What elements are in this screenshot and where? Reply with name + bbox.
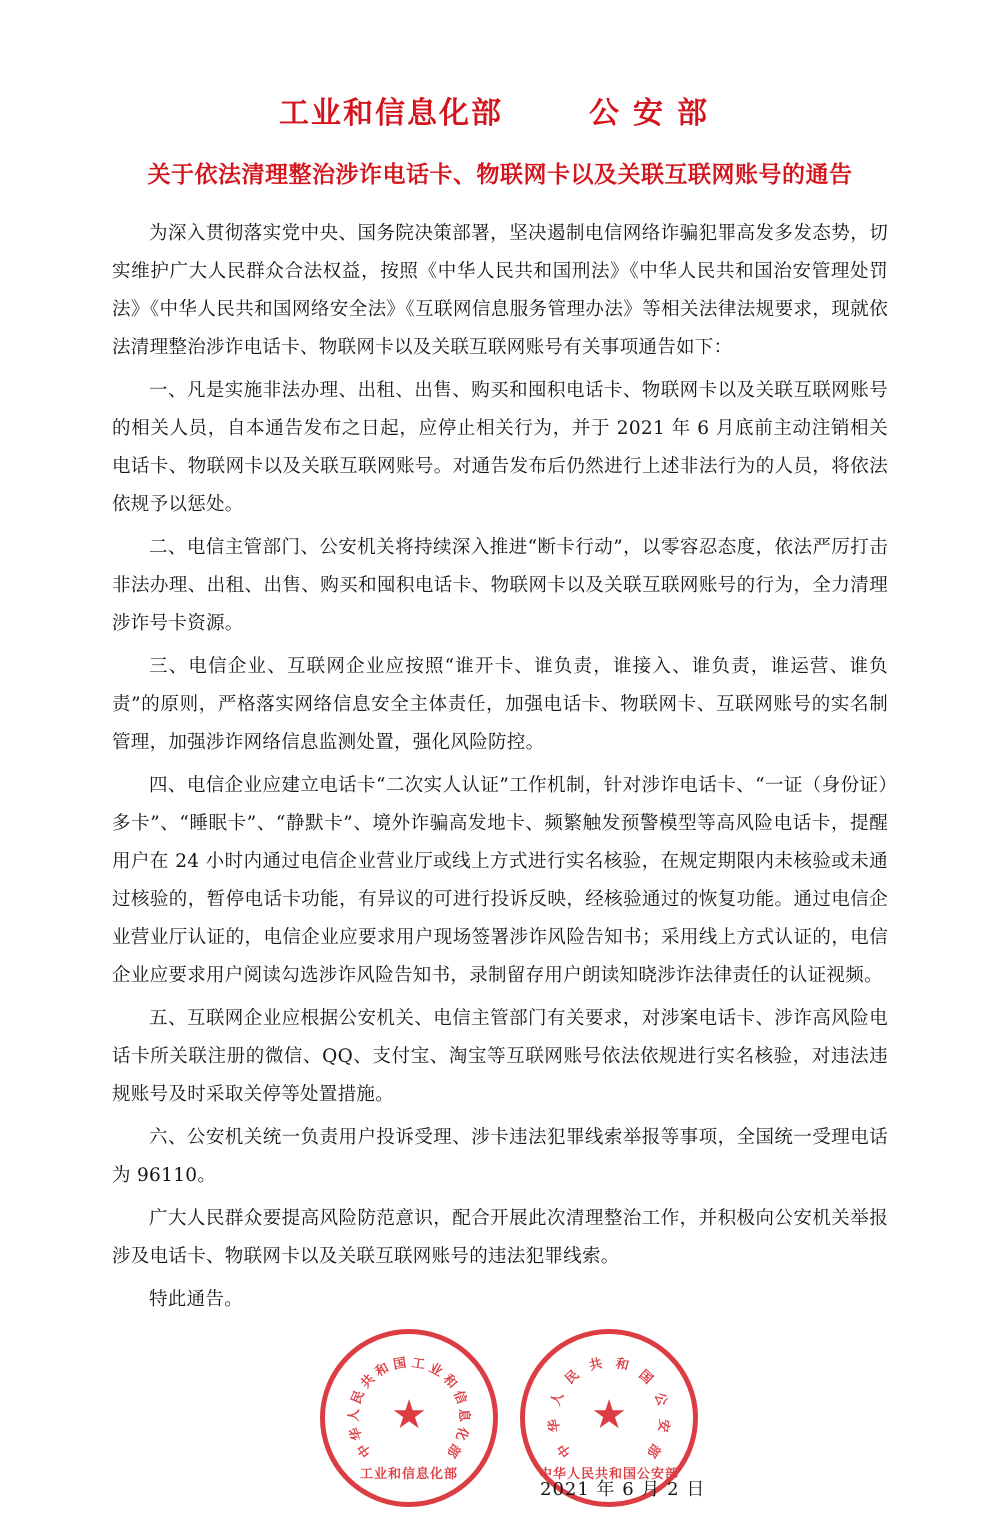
body-paragraph: 六、公安机关统一负责用户投诉受理、涉卡违法犯罪线索举报等事项，全国统一受理电话为 96110。 <box>112 1127 888 1186</box>
body-paragraph: 五、互联网企业应根据公安机关、电信主管部门有关要求，对涉案电话卡、涉诈高风险电话卡所关联注册的微信、QQ、支付宝、淘宝等互联网账号依法依规进行实名核验，对违法违规账号及时采取关停等处置措施。 <box>112 1008 888 1105</box>
issuing-ministry-miit: 工业和信息化部 <box>279 96 503 131</box>
body-paragraph: 广大人民群众要提高风险防范意识，配合开展此次清理整治工作，并积极向公安机关举报涉及电话卡、物联网卡以及关联互联网账号的违法犯罪线索。 <box>112 1208 888 1267</box>
seal-ring-text-mps: 中 华 人 民 共 和 国 公 安 部 <box>546 1356 672 1460</box>
star-icon: ★ <box>391 1391 427 1438</box>
seal-ring-text-miit: 中 华 人 民 共 和 国 工 业 和 信 息 化 部 <box>346 1355 472 1460</box>
official-seal-miit <box>320 1329 498 1507</box>
body-paragraph: 一、凡是实施非法办理、出租、出售、购买和囤积电话卡、物联网卡以及关联互联网账号的相关人员，自本通告发布之日起，应停止相关行为，并于 2021 年 6 月底前主动注销相关电话卡、物联网卡以及关联互联网账号。对通告发布后仍然进行上述非法行为的人员，将依法依规予以惩处。 <box>112 380 888 515</box>
seal-bottom-text-miit: 工业和信息化部 <box>359 1467 458 1482</box>
body-paragraph: 四、电信企业应建立电话卡“二次实人认证”工作机制，针对涉诈电话卡、“一证（身份证）多卡”、“睡眠卡”、“静默卡”、境外诈骗高发地卡、频繁触发预警模型等高风险电话卡，提醒用户在 24 小时内通过电信企业营业厅或线上方式进行实名核验，在规定期限内未核验或未通过核验的，暂停电话卡功能，有异议的可进行投诉反映，经核验通过的恢复功能。通过电信企业营业厅认证的，电信企业应要求用户现场签署涉诈风险告知书；采用线上方式认证的，电信企业应要求用户阅读勾选涉诈风险告知书，录制留存用户朗读知晓涉诈法律责任的认证视频。 <box>112 775 888 986</box>
body-paragraph: 三、电信企业、互联网企业应按照“谁开卡、谁负责，谁接入、谁负责，谁运营、谁负责”的原则，严格落实网络信息安全主体责任，加强电话卡、物联网卡、互联网账号的实名制管理，加强涉诈网络信息监测处置，强化风险防控。 <box>112 656 888 753</box>
seal-area <box>0 1325 1000 1535</box>
body-paragraph: 特此通告。 <box>149 1289 244 1310</box>
page-title: 关于依法清理整治涉诈电话卡、物联网卡以及关联互联网账号的通告 <box>147 161 853 188</box>
star-icon: ★ <box>591 1391 627 1438</box>
issue-date: 2021 年 6 月 2 日 <box>540 1479 706 1500</box>
document-header <box>0 0 1000 132</box>
issuing-ministry-mps: 公安部 <box>589 96 721 131</box>
document-body <box>112 189 888 1319</box>
seal-bottom-text-mps: 中华人民共和国公安部 <box>538 1467 679 1482</box>
body-paragraph: 二、电信主管部门、公安机关将持续深入推进“断卡行动”，以零容忍态度，依法严厉打击非法办理、出租、出售、购买和囤积电话卡、物联网卡以及关联互联网账号的行为，全力清理涉诈号卡资源。 <box>112 537 888 634</box>
body-paragraph: 为深入贯彻落实党中央、国务院决策部署，坚决遏制电信网络诈骗犯罪高发多发态势，切实维护广大人民群众合法权益，按照《中华人民共和国刑法》《中华人民共和国治安管理处罚法》《中华人民共和国网络安全法》《互联网信息服务管理办法》等相关法律法规要求，现就依法清理整治涉诈电话卡、物联网卡以及关联互联网账号有关事项通告如下： <box>112 223 888 358</box>
